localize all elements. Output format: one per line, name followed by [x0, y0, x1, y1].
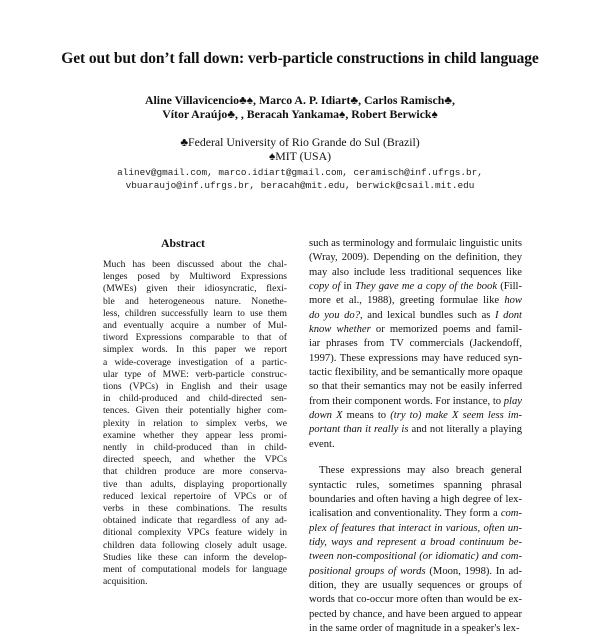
body-line — [309, 294, 522, 308]
author-list — [0, 93, 600, 121]
abstract-line: ble and heterogeneous nature. Nonethe- — [103, 295, 287, 307]
abstract-line: that children produce are more conserva- — [103, 466, 287, 478]
body-line — [309, 507, 522, 521]
abstract-line: acquisition. — [103, 576, 148, 588]
body-line: iar phrases from TV commercials (Jackendoff, — [309, 338, 522, 350]
abstract-line: ular type of MWE: verb-particle construc- — [103, 368, 287, 380]
intro-paragraph-1 — [309, 237, 522, 452]
abstract-line: obtained indicate that regardless of any ad- — [103, 515, 287, 527]
body-line: (Wray, 2009). Depending on the definition, they — [309, 252, 522, 264]
text-run: , and lexical bundles such as — [360, 309, 496, 321]
body-line: tactic flexibility, and be semantically more opaque — [309, 367, 523, 379]
body-line — [309, 280, 522, 294]
text-run: or memorized poems and famil- — [370, 324, 523, 336]
italic-phrase: down X — [309, 410, 343, 422]
abstract-line: plexity in relation to simplex verbs, we — [103, 417, 287, 429]
text-run: from their component words. For instance, to — [309, 395, 504, 407]
italic-phrase: I dont — [495, 309, 522, 321]
abstract-line: in child-produced and child-directed sen- — [103, 393, 287, 405]
body-line — [309, 565, 522, 579]
abstract-heading: Abstract — [161, 236, 205, 250]
body-line: 1997). These expressions may have reduced syn- — [309, 352, 522, 364]
body-line — [309, 309, 522, 323]
abstract-line: (MWEs) given their idiosyncratic, flexi- — [103, 283, 287, 295]
affiliation-ufrgs: ♣Federal University of Rio Grande do Sul (Brazil) — [180, 135, 420, 149]
affiliation-mit: ♠MIT (USA) — [268, 149, 332, 163]
abstract-line: ditional complexity VPCs feature widely in — [103, 527, 287, 539]
italic-phrase: plex of features that interact in various, often un- — [309, 522, 522, 534]
text-run: icalisation and conventionality. They form a — [309, 508, 501, 520]
abstract-line: less, children successfully learn to use them — [103, 307, 287, 319]
abstract-line: tive than adults, displaying proportionally — [103, 478, 287, 490]
body-line — [309, 323, 522, 337]
italic-phrase: play — [503, 395, 522, 407]
email-list — [0, 166, 600, 192]
abstract-line: directed speech, and whether the VPCs — [103, 454, 287, 466]
abstract-line: Studies like these can inform the develop- — [103, 551, 287, 563]
author-line-2: Vítor Araújo♣, , Beracah Yankama♠, Robert Berwick♠ — [162, 107, 438, 121]
italic-phrase: portant than it really is — [309, 424, 409, 436]
body-line: in the same order of magnitude in a speaker's lex- — [309, 622, 520, 634]
email-line-1: alinev@gmail.com, marco.idiart@gmail.com, ceramisch@inf.ufrgs.br, — [117, 167, 483, 178]
abstract-line: verbs in these combinations. The results — [103, 503, 287, 515]
body-line: pected by chance, and have been argued to appear — [309, 608, 522, 620]
abstract-line: tences. Given their potentially higher com- — [103, 405, 287, 417]
abstract-line: a wide-coverage investigation of a partic- — [103, 356, 287, 368]
text-run: and not literally a playing — [408, 424, 522, 436]
italic-phrase: com- — [500, 508, 522, 520]
body-line — [309, 409, 522, 423]
italic-phrase: tidy, ways and represent a broad continuum be- — [309, 536, 522, 548]
abstract-body — [103, 259, 287, 588]
author-line-1: Aline Villavicencio♣♠, Marco A. P. Idiart♣, Carlos Ramisch♣, — [145, 93, 455, 107]
italic-phrase: do you do? — [309, 309, 360, 321]
abstract-line: and eventually acquire a number of Mul- — [103, 320, 287, 332]
text-run: (Moon, 1998). In ad- — [425, 565, 523, 577]
body-line: event. — [309, 438, 335, 450]
italic-phrase: how — [504, 295, 522, 307]
abstract-line: examine whether they appear less promi- — [103, 429, 287, 441]
body-line — [309, 536, 522, 550]
italic-phrase: (try to) make X seem less im- — [390, 410, 523, 422]
body-line: These expressions may also breach general — [319, 465, 522, 477]
italic-phrase: copy of — [309, 281, 341, 293]
body-line: words that co-occur more often than would be ex- — [309, 594, 522, 606]
italic-phrase: They gave me a copy of the book — [354, 281, 498, 293]
abstract-line: nently in child-produced than in child- — [103, 442, 287, 454]
italic-phrase: tween non-compositional (or idiomatic) and com- — [309, 551, 522, 563]
body-line: so that their semantics may not be easily inferred — [309, 381, 522, 393]
body-line — [309, 522, 522, 536]
italic-phrase: know whether — [309, 324, 371, 336]
body-column — [309, 237, 522, 636]
abstract-line: ment of computational models for language — [103, 564, 287, 576]
text-run: (Fill- — [497, 281, 522, 293]
abstract-line: children data following closely adult usage. — [103, 539, 287, 551]
abstract-line: reduced lexical repertoire of VPCs or of — [103, 490, 287, 502]
abstract-line: lenges posed by Multiword Expressions — [103, 271, 287, 283]
abstract-line: tions (VPCs) in English and their usage — [103, 381, 287, 393]
body-line: may also include less traditional sequences like — [309, 266, 522, 278]
body-line: syntactic rules, sometimes spanning phrasal — [309, 479, 522, 491]
email-line-2: vbuaraujo@inf.ufrgs.br, beracah@mit.edu, berwick@csail.mit.edu — [125, 180, 475, 191]
paper-title: Get out but don’t fall down: verb-particle constructions in child language — [61, 50, 539, 67]
body-line: boundaries and often having a high degree of lex- — [309, 493, 522, 505]
body-line — [309, 423, 522, 437]
affiliations — [0, 135, 600, 163]
text-run: in — [340, 281, 355, 293]
body-line: such as terminology and formulaic linguistic units — [309, 238, 522, 249]
abstract-line: Much has been discussed about the chal- — [103, 259, 287, 270]
italic-phrase: positional groups of words — [309, 565, 426, 577]
body-line — [309, 550, 522, 564]
text-run: means to — [342, 410, 391, 422]
body-line: dition, they are usually sequences or groups of — [309, 579, 522, 591]
abstract-line: simplex words. In this paper we report — [103, 344, 287, 356]
abstract-line: tiword Expressions comparable to that of — [103, 332, 287, 344]
intro-paragraph-2 — [309, 464, 522, 636]
text-run: more et al., 1988), greeting formulae like — [309, 295, 505, 307]
body-line — [309, 395, 522, 409]
